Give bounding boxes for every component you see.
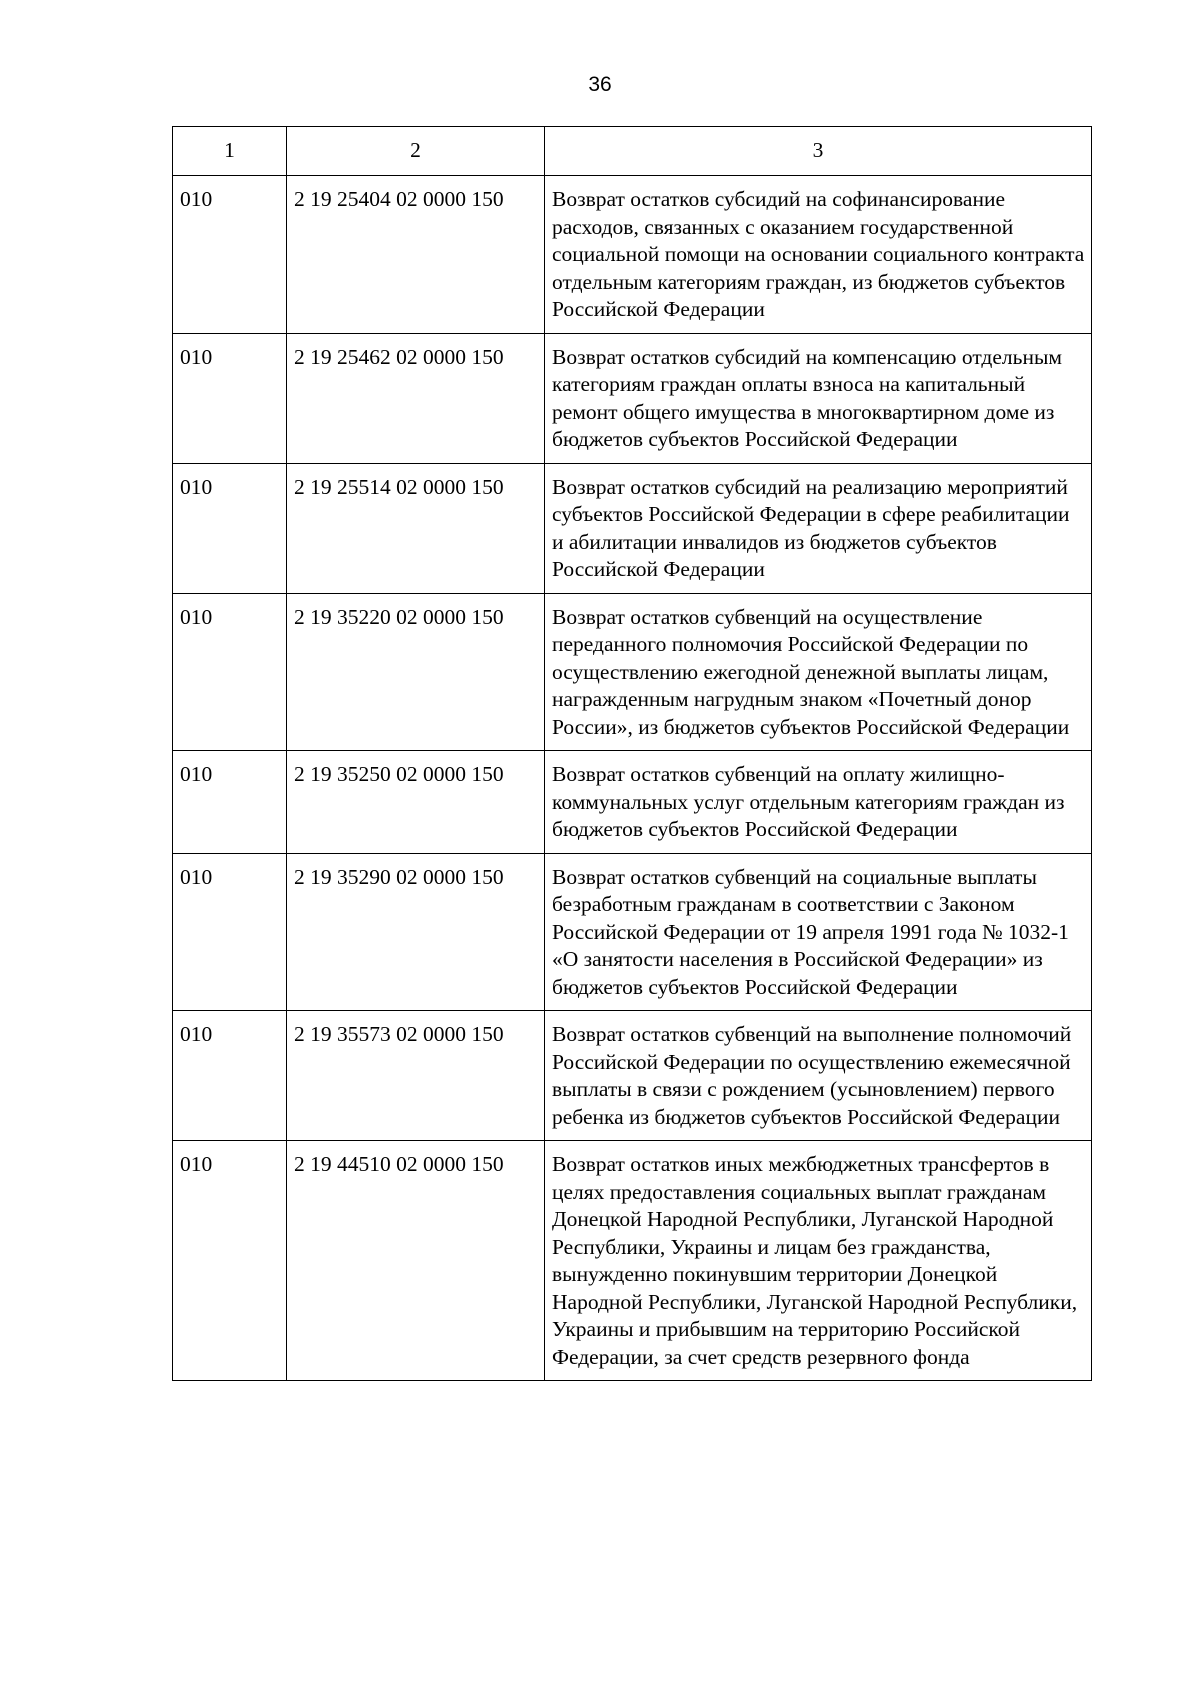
- income-name-cell: Возврат остатков субвенций на социальные выплаты безработным гражданам в соответствии с Законом Российской Федерации от 19 апреля 1991 года № 1032-1 «О занятости населения в Российской Федерации» из бюджетов субъектов Российской Федерации: [545, 853, 1092, 1011]
- table-row: [173, 593, 1092, 751]
- header-col-1: 1: [173, 127, 287, 176]
- income-name-cell: Возврат остатков субсидий на компенсацию отдельным категориям граждан оплаты взноса на капитальный ремонт общего имущества в многоквартирном доме из бюджетов субъектов Российской Федерации: [545, 333, 1092, 463]
- table-row: [173, 751, 1092, 854]
- income-name-cell: Возврат остатков субвенций на оплату жилищно-коммунальных услуг отдельным категориям граждан из бюджетов субъектов Российской Федерации: [545, 751, 1092, 854]
- table-row: [173, 463, 1092, 593]
- header-row: [173, 127, 1092, 176]
- income-name-cell: Возврат остатков иных межбюджетных трансфертов в целях предоставления социальных выплат гражданам Донецкой Народной Республики, Луганской Народной Республики, Украины и лицам без гражданства, вынужденно покинувшим территории Донецкой Народной Республики, Луганской Народной Республики, Украины и прибывшим на территорию Российской Федерации, за счет средств резервного фонда: [545, 1141, 1092, 1381]
- income-name-cell: Возврат остатков субвенций на осуществление переданного полномочия Российской Федерации по осуществлению ежегодной денежной выплаты лицам, награжденным нагрудным знаком «Почетный донор России», из бюджетов субъектов Российской Федерации: [545, 593, 1092, 751]
- header-col-2: 2: [287, 127, 545, 176]
- admin-code-cell: 010: [173, 333, 287, 463]
- income-name-cell: Возврат остатков субвенций на выполнение полномочий Российской Федерации по осуществлению ежемесячной выплаты в связи с рождением (усыновлением) первого ребенка из бюджетов субъектов Российской Федерации: [545, 1011, 1092, 1141]
- budget-code-cell: 2 19 35220 02 0000 150: [287, 593, 545, 751]
- budget-code-cell: 2 19 25514 02 0000 150: [287, 463, 545, 593]
- admin-code-cell: 010: [173, 751, 287, 854]
- table-row: [173, 853, 1092, 1011]
- admin-code-cell: 010: [173, 176, 287, 334]
- budget-code-cell: 2 19 44510 02 0000 150: [287, 1141, 545, 1381]
- budget-code-cell: 2 19 25404 02 0000 150: [287, 176, 545, 334]
- budget-codes-table: [172, 126, 1092, 1381]
- page-number: 36: [588, 73, 612, 96]
- budget-code-cell: 2 19 35573 02 0000 150: [287, 1011, 545, 1141]
- header-col-3: 3: [545, 127, 1092, 176]
- table-row: [173, 1011, 1092, 1141]
- table-row: [173, 333, 1092, 463]
- income-name-cell: Возврат остатков субсидий на софинансирование расходов, связанных с оказанием государственной социальной помощи на основании социального контракта отдельным категориям граждан, из бюджетов субъектов Российской Федерации: [545, 176, 1092, 334]
- budget-code-cell: 2 19 35250 02 0000 150: [287, 751, 545, 854]
- admin-code-cell: 010: [173, 1141, 287, 1381]
- budget-code-cell: 2 19 25462 02 0000 150: [287, 333, 545, 463]
- income-name-cell: Возврат остатков субсидий на реализацию мероприятий субъектов Российской Федерации в сфере реабилитации и абилитации инвалидов из бюджетов субъектов Российской Федерации: [545, 463, 1092, 593]
- admin-code-cell: 010: [173, 463, 287, 593]
- table-header: [173, 127, 1092, 176]
- budget-code-cell: 2 19 35290 02 0000 150: [287, 853, 545, 1011]
- table-row: [173, 1141, 1092, 1381]
- admin-code-cell: 010: [173, 593, 287, 751]
- admin-code-cell: 010: [173, 1011, 287, 1141]
- table-row: [173, 176, 1092, 334]
- table-body: [173, 176, 1092, 1381]
- admin-code-cell: 010: [173, 853, 287, 1011]
